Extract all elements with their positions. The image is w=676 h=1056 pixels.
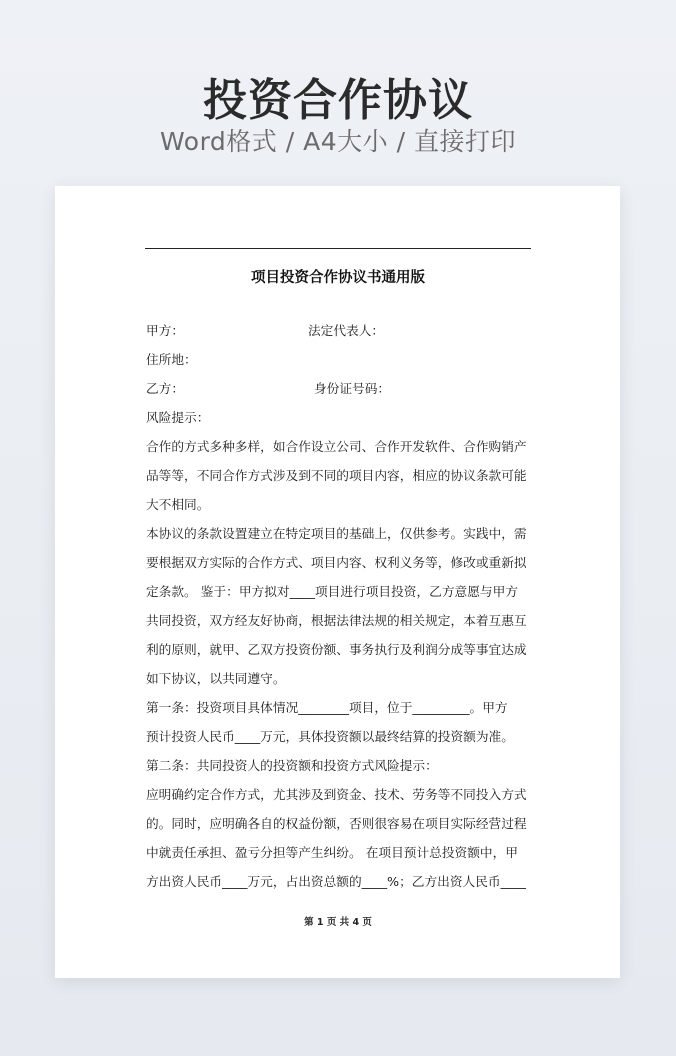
article-1 bbox=[146, 693, 532, 751]
paragraph-1 bbox=[146, 432, 532, 519]
text-line: 第一条：投资项目具体情况________项目，位于_________。甲方 bbox=[146, 700, 508, 715]
party-b-row bbox=[146, 374, 532, 403]
party-a-label: 甲方： bbox=[146, 323, 185, 338]
text-line: 预计投资人民币____万元，具体投资额以最终结算的投资额为准。 bbox=[146, 729, 514, 744]
text-line: 定条款。 鉴于：甲方拟对____项目进行项目投资，乙方意愿与甲方 bbox=[146, 584, 518, 599]
text-line: 应明确约定合作方式，尤其涉及到资金、技术、劳务等不同投入方式 bbox=[146, 787, 527, 802]
page-subtitle: Word格式 / A4大小 / 直接打印 bbox=[160, 127, 516, 156]
risk-label: 风险提示： bbox=[146, 410, 210, 425]
legal-rep-label: 法定代表人： bbox=[308, 323, 385, 338]
paragraph-2 bbox=[146, 519, 532, 693]
document-body bbox=[146, 316, 532, 896]
party-a-row bbox=[146, 316, 532, 345]
text-line: 大不相同。 bbox=[146, 497, 210, 512]
text-line: 合作的方式多种多样，如合作设立公司、合作开发软件、合作购销产 bbox=[146, 439, 527, 454]
page-title: 投资合作协议 bbox=[203, 75, 473, 126]
page-footer: 第 1 页 共 4 页 bbox=[304, 917, 372, 928]
text-line: 利的原则，就甲、乙双方投资份额、事务执行及利润分成等事宜达成 bbox=[146, 642, 527, 657]
article-2 bbox=[146, 751, 532, 896]
party-b-label: 乙方： bbox=[146, 381, 185, 396]
text-line: 第二条：共同投资人的投资额和投资方式风险提示： bbox=[146, 758, 438, 773]
text-line: 品等等，不同合作方式涉及到不同的项目内容，相应的协议条款可能 bbox=[146, 468, 527, 483]
text-line: 共同投资，双方经友好协商，根据法律法规的相关规定，本着互惠互 bbox=[146, 613, 527, 628]
address-label: 住所地： bbox=[146, 352, 197, 367]
id-number-label: 身份证号码： bbox=[314, 381, 391, 396]
text-line: 本协议的条款设置建立在特定项目的基础上，仅供参考。实践中，需 bbox=[146, 526, 527, 541]
text-line: 如下协议，以共同遵守。 bbox=[146, 671, 286, 686]
header-rule bbox=[145, 248, 531, 249]
text-line: 中就责任承担、盈亏分担等产生纠纷。 在项目预计总投资额中，甲 bbox=[146, 845, 518, 860]
text-line: 方出资人民币____万元，占出资总额的____%；乙方出资人民币____ bbox=[146, 874, 526, 889]
text-line: 要根据双方实际的合作方式、项目内容、权利义务等，修改或重新拟 bbox=[146, 555, 527, 570]
text-line: 的。同时，应明确各自的权益份额，否则很容易在项目实际经营过程 bbox=[146, 816, 527, 831]
document-page bbox=[55, 186, 620, 978]
document-title: 项目投资合作协议书通用版 bbox=[251, 270, 425, 286]
